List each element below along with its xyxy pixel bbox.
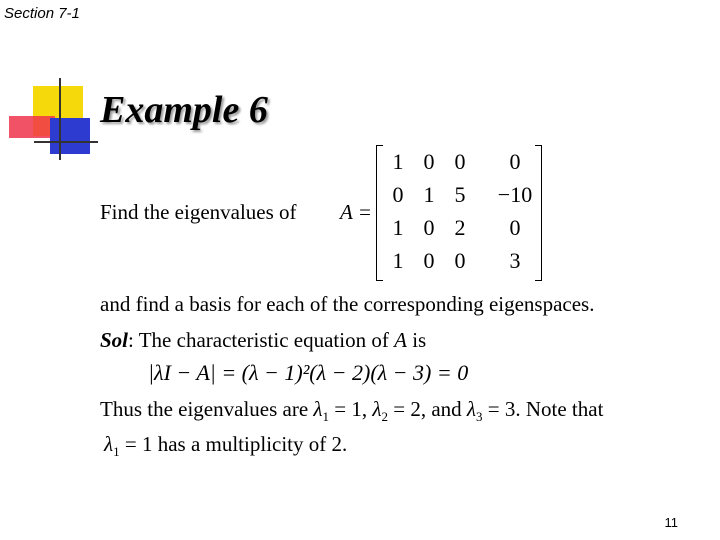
lambda-2: $\lambda_2$ xyxy=(372,397,388,425)
characteristic-equation: |λI − A| = (λ − 1)²(λ − 2)(λ − 3) = 0 xyxy=(148,360,469,385)
multiplicity-text: has a multiplicity of 2. xyxy=(157,432,348,456)
matrix-cell: 3 xyxy=(509,248,521,273)
lambda-1-repeat: $\lambda_1$ xyxy=(104,432,120,460)
and-text: , and xyxy=(420,397,462,421)
sol-label: Sol xyxy=(100,328,129,352)
matrix-cell: 0 xyxy=(454,248,466,273)
instruction-line: and find a basis for each of the corresponding eigenspaces. xyxy=(100,292,595,316)
sol-end: is xyxy=(412,328,427,352)
sol-text: : The characteristic equation of xyxy=(128,328,389,352)
lambda-1-repeat-value: = 1 xyxy=(124,432,153,456)
matrix-cell: 0 xyxy=(454,149,466,174)
matrix-cell: 1 xyxy=(423,182,435,207)
multiplicity-line xyxy=(104,432,347,460)
solution-line xyxy=(100,328,426,353)
lambda-2-value: = 2 xyxy=(393,397,421,421)
matrix-cell: 5 xyxy=(454,182,466,207)
matrix-cell: 0 xyxy=(392,182,404,207)
eigenvalues-line xyxy=(100,397,603,425)
red-bar xyxy=(9,116,55,138)
find-text: Find the eigenvalues of xyxy=(100,200,297,224)
slide-title: Example 6 xyxy=(100,89,268,131)
matrix-cell: 2 xyxy=(454,215,466,240)
matrix-cell: 0 xyxy=(509,149,521,174)
matrix-cell: 1 xyxy=(392,149,404,174)
matrix-cell: 0 xyxy=(509,215,521,240)
thus-text: Thus the eigenvalues are xyxy=(100,397,309,421)
matrix-cell: 0 xyxy=(423,149,435,174)
matrix-cell: 0 xyxy=(423,215,435,240)
decorative-squares xyxy=(0,0,100,170)
matrix-label: A = xyxy=(340,200,372,224)
matrix-a xyxy=(376,145,542,281)
lambda-1: $\lambda_1$ xyxy=(313,397,330,425)
matrix-cell: 1 xyxy=(392,248,404,273)
lambda-1-value: = 1, xyxy=(334,397,368,421)
matrix-cell: −10 xyxy=(497,182,533,207)
matrix-cell: 1 xyxy=(392,215,404,240)
lambda-3: $\lambda_3$ xyxy=(466,397,483,425)
section-label: Section 7-1 xyxy=(4,5,80,22)
blue-square xyxy=(50,118,90,154)
sol-variable: A xyxy=(394,328,407,352)
matrix-cell: 0 xyxy=(423,248,435,273)
lambda-3-value: = 3 xyxy=(487,397,516,421)
find-line xyxy=(100,200,297,225)
page-number: 11 xyxy=(664,515,678,530)
note-text: . Note that xyxy=(515,397,604,421)
